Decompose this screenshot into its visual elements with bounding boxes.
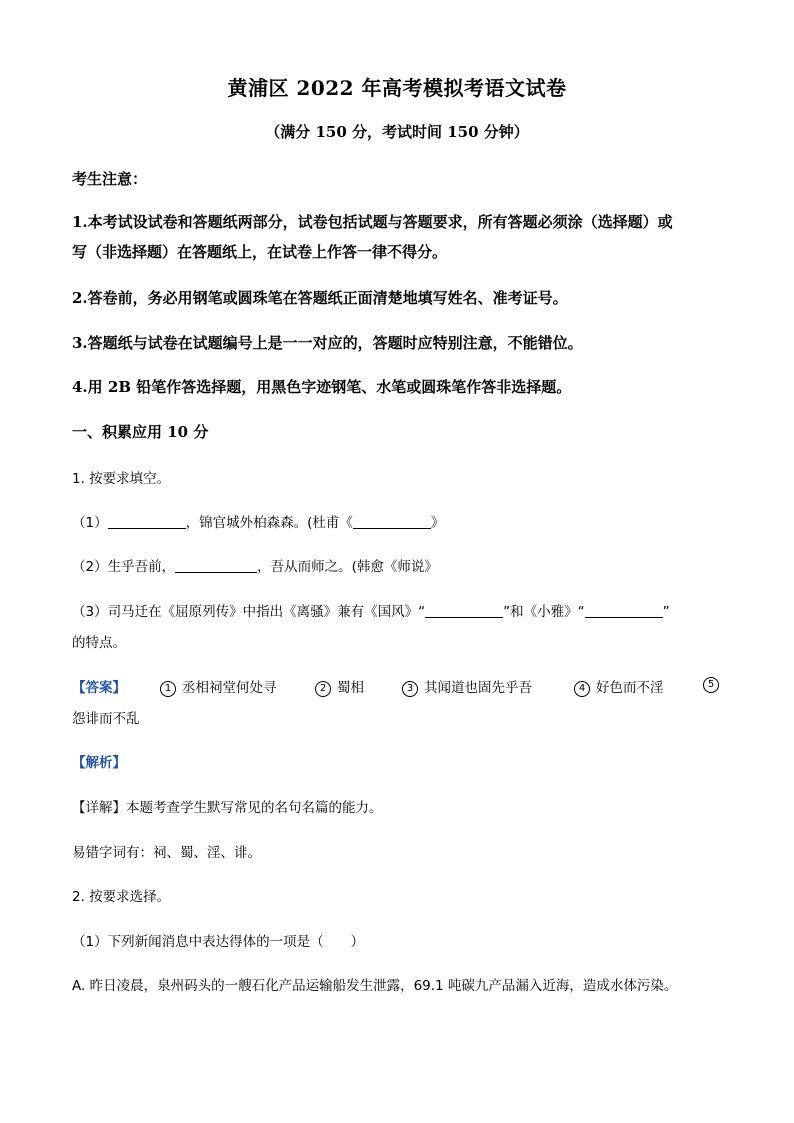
notice-item: 4.用 2B 铅笔作答选择题，用黑色字迹钢笔、水笔或圆珠笔作答非选择题。 xyxy=(72,378,572,396)
circled-number: 5 xyxy=(703,677,719,693)
circled-number: 1 xyxy=(160,681,176,697)
answer-blank xyxy=(108,515,186,530)
answer-item: 1 丞相祠堂何处寻 xyxy=(160,676,277,697)
circled-number: 3 xyxy=(402,681,418,697)
notice-heading: 考生注意： xyxy=(72,170,148,188)
answer-blank xyxy=(585,604,663,619)
notice-item: 1.本考试设试卷和答题纸两部分，试卷包括试题与答题要求，所有答题必须涂（选择题）或 xyxy=(72,213,673,231)
notice-item: 2.答卷前，务必用钢笔或圆珠笔在答题纸正面清楚地填写姓名、准考证号。 xyxy=(72,289,568,307)
notice-item: 3.答题纸与试卷在试题编号上是一一对应的，答题时应特别注意，不能错位。 xyxy=(72,334,583,352)
analysis-detail: 【详解】本题考查学生默写常见的名句名篇的能力。 xyxy=(72,800,383,816)
question-stem: 2. 按要求选择。 xyxy=(72,889,171,905)
circled-number: 4 xyxy=(574,681,590,697)
analysis-tag: 【解析】 xyxy=(72,755,126,771)
page-title: 黄浦区 2022 年高考模拟考语文试卷 xyxy=(227,76,567,100)
question-part-2: （2）生乎吾前， ，吾从而师之。(韩愈《师说》 xyxy=(72,559,438,575)
question-part-3: （3）司马迁在《屈原列传》中指出《离骚》兼有《国风》“ ”和《小雅》“ ” xyxy=(72,604,670,620)
answer-item: 4 好色而不淫 xyxy=(574,676,664,697)
answer-blank xyxy=(425,604,503,619)
analysis-errors: 易错字词有：祠、蜀、淫、诽。 xyxy=(72,845,261,861)
circled-number: 2 xyxy=(315,681,331,697)
option-a: A. 昨日凌晨，泉州码头的一艘石化产品运输船发生泄露，69.1 吨碳九产品漏入近海，造成水体污染。 xyxy=(72,978,678,994)
answer-continuation: 怨诽而不乱 xyxy=(72,711,140,727)
page-subtitle: （满分 150 分，考试时间 150 分钟） xyxy=(265,123,529,141)
answer-item: 2 蜀相 xyxy=(315,676,364,697)
answer-row xyxy=(72,676,732,696)
question-part-3-cont: 的特点。 xyxy=(72,635,126,651)
question-part-1: （1） ，锦官城外柏森森。(杜甫《 》 xyxy=(72,515,445,531)
answer-tag: 【答案】 xyxy=(72,680,126,696)
analysis-tag-row xyxy=(72,751,732,771)
question-sub: （1）下列新闻消息中表达得体的一项是（ ） xyxy=(72,934,365,950)
answer-blank xyxy=(353,515,431,530)
notice-item: 写（非选择题）在答题纸上，在试卷上作答一律不得分。 xyxy=(72,243,448,261)
section-heading: 一、积累应用 10 分 xyxy=(72,423,209,441)
question-stem: 1. 按要求填空。 xyxy=(72,471,171,487)
answer-blank xyxy=(175,559,257,574)
answer-item xyxy=(703,676,725,693)
answer-item: 3 其闻道也固先乎吾 xyxy=(402,676,532,697)
